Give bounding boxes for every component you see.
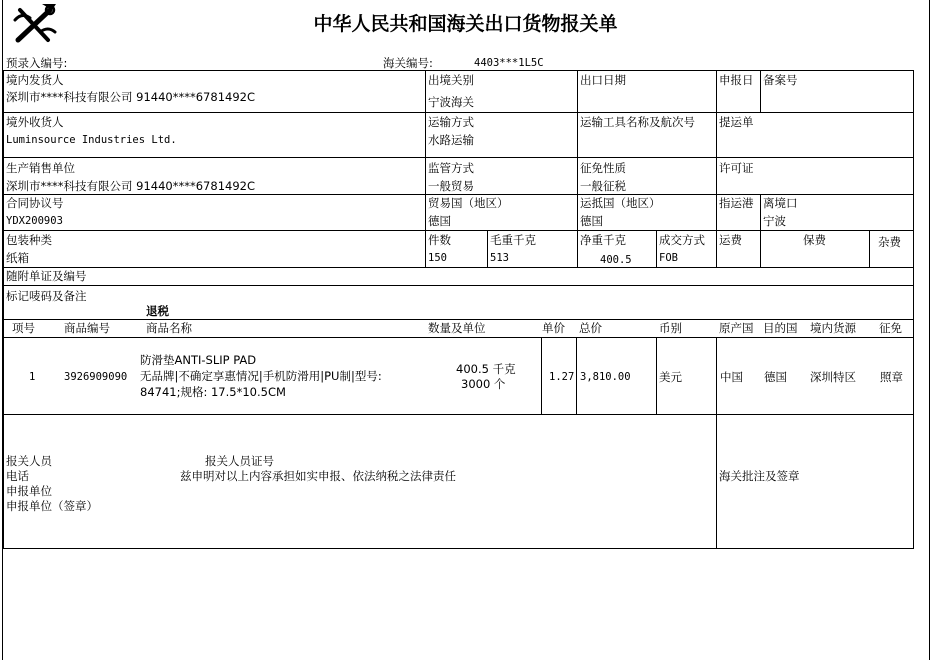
transport-tool-label: 运输工具名称及航次号 [580, 115, 695, 129]
grid-line [869, 230, 870, 268]
grid-line [425, 70, 426, 268]
grid-line [577, 70, 578, 268]
trade-country-value: 德国 [428, 214, 451, 228]
col-header-qty-unit: 数量及单位 [428, 321, 486, 335]
export-port-label: 出境关别 [428, 73, 474, 87]
goods-name-line2: 无品牌|不确定享惠情况|手机防滑用|PU制|型号: [140, 369, 382, 383]
deal-mode-label: 成交方式 [659, 233, 705, 247]
grid-line [3, 70, 4, 549]
transport-mode-label: 运输方式 [428, 115, 474, 129]
goods-qty-pieces: 3000 个 [461, 377, 506, 391]
pre-entry-label: 预录入编号: [6, 56, 68, 70]
tax-nature-label: 征免性质 [580, 161, 626, 175]
contract-label: 合同协议号 [6, 196, 64, 210]
grid-line [3, 70, 914, 71]
grid-line [3, 267, 914, 268]
goods-unit-price: 1.27 [549, 371, 575, 383]
declarant-cert-label: 报关人员证号 [205, 454, 274, 468]
grid-line [3, 319, 914, 320]
contract-value: YDX200903 [6, 215, 63, 227]
remark-tax-refund: 退税 [146, 304, 169, 318]
domestic-shipper-value: 深圳市****科技有限公司 91440****6781492C [6, 90, 255, 104]
grid-line [716, 337, 717, 415]
misc-fee-label: 杂费 [878, 235, 901, 249]
deal-mode-value: FOB [659, 252, 678, 264]
declaring-unit-seal-label: 申报单位（签章） [6, 499, 98, 513]
grid-line [3, 414, 914, 415]
producer-value: 深圳市****科技有限公司 91440****6781492C [6, 179, 255, 193]
goods-source: 深圳特区 [810, 370, 856, 384]
grid-line [3, 230, 914, 231]
goods-currency: 美元 [659, 370, 682, 384]
grid-line [716, 70, 717, 268]
goods-name-line3: 84741;规格: 17.5*10.5CM [140, 385, 286, 399]
goods-item-no: 1 [29, 371, 36, 383]
declarant-label: 报关人员 [6, 454, 52, 468]
package-label: 包装种类 [6, 233, 52, 247]
grid-line [3, 194, 914, 195]
declare-date-label: 申报日 [719, 73, 754, 87]
grid-line [487, 230, 488, 268]
grid-line [760, 70, 761, 112]
grid-line [576, 337, 577, 415]
col-header-item-no: 项号 [12, 321, 35, 335]
insurance-label: 保费 [803, 233, 826, 247]
grid-line [760, 194, 761, 230]
grid-line [3, 548, 914, 549]
page-title: 中华人民共和国海关出口货物报关单 [313, 13, 618, 35]
grid-line [716, 414, 717, 549]
phone-label: 电话 [6, 469, 29, 483]
goods-total: 3,810.00 [580, 371, 631, 383]
declaration-statement: 兹申明对以上内容承担如实申报、依法纳税之法律责任 [180, 469, 456, 483]
col-header-tax: 征免 [879, 321, 902, 335]
goods-code: 3926909090 [64, 371, 128, 383]
package-value: 纸箱 [6, 251, 29, 265]
domestic-shipper-label: 境内发货人 [6, 73, 64, 87]
supervision-value: 一般贸易 [428, 179, 474, 193]
net-weight-value: 400.5 [600, 254, 632, 266]
grid-line [760, 230, 761, 268]
grid-line [3, 337, 914, 338]
grid-line [541, 337, 542, 415]
dest-port-label: 指运港 [719, 196, 754, 210]
filing-no-label: 备案号 [763, 73, 798, 87]
grid-line [3, 285, 914, 286]
transport-mode-value: 水路运输 [428, 133, 474, 147]
attached-docs-label: 随附单证及编号 [6, 269, 87, 283]
declaring-unit-label: 申报单位 [6, 484, 52, 498]
trade-country-label: 贸易国（地区） [428, 196, 509, 210]
grid-line [656, 337, 657, 415]
col-header-source: 境内货源 [810, 321, 856, 335]
dest-country-label: 运抵国（地区） [580, 196, 661, 210]
col-header-total: 总价 [579, 321, 602, 335]
grid-line [656, 230, 657, 268]
net-weight-label: 净重千克 [580, 233, 626, 247]
pieces-label: 件数 [428, 233, 451, 247]
overseas-consignee-label: 境外收货人 [6, 115, 64, 129]
col-header-unit-price: 单价 [542, 321, 565, 335]
col-header-code: 商品编号 [64, 321, 110, 335]
col-header-destination: 目的国 [763, 321, 798, 335]
customs-no-label: 海关编号: [383, 56, 433, 70]
page-right-edge [929, 0, 930, 660]
goods-name-line1: 防滑垫ANTI-SLIP PAD [140, 353, 257, 367]
producer-label: 生产销售单位 [6, 161, 75, 175]
gross-weight-value: 513 [490, 252, 509, 264]
goods-origin: 中国 [720, 370, 743, 384]
grid-line [3, 112, 914, 113]
grid-line [913, 70, 914, 549]
goods-qty-weight: 400.5 千克 [456, 362, 516, 376]
dest-country-value: 德国 [580, 214, 603, 228]
freight-label: 运费 [719, 233, 742, 247]
supervision-label: 监管方式 [428, 161, 474, 175]
bill-of-lading-label: 提运单 [719, 115, 754, 129]
customs-approval-label: 海关批注及签章 [719, 469, 800, 483]
pieces-value: 150 [428, 252, 447, 264]
exit-port-value: 宁波 [763, 214, 786, 228]
export-port-value: 宁波海关 [428, 95, 474, 109]
col-header-name: 商品名称 [146, 321, 192, 335]
col-header-currency: 币别 [659, 321, 682, 335]
marks-remarks-label: 标记唛码及备注 [6, 289, 87, 303]
col-header-origin: 原产国 [719, 321, 754, 335]
goods-destination: 德国 [764, 370, 787, 384]
customs-no-value: 4403***1L5C [474, 57, 544, 69]
license-label: 许可证 [719, 161, 754, 175]
grid-line [3, 157, 914, 158]
export-date-label: 出口日期 [580, 73, 626, 87]
gross-weight-label: 毛重千克 [490, 233, 536, 247]
overseas-consignee-value: Luminsource Industries Ltd. [6, 134, 177, 146]
tax-nature-value: 一般征税 [580, 179, 626, 193]
exit-port-label: 离境口 [763, 196, 798, 210]
goods-tax: 照章 [880, 370, 903, 384]
